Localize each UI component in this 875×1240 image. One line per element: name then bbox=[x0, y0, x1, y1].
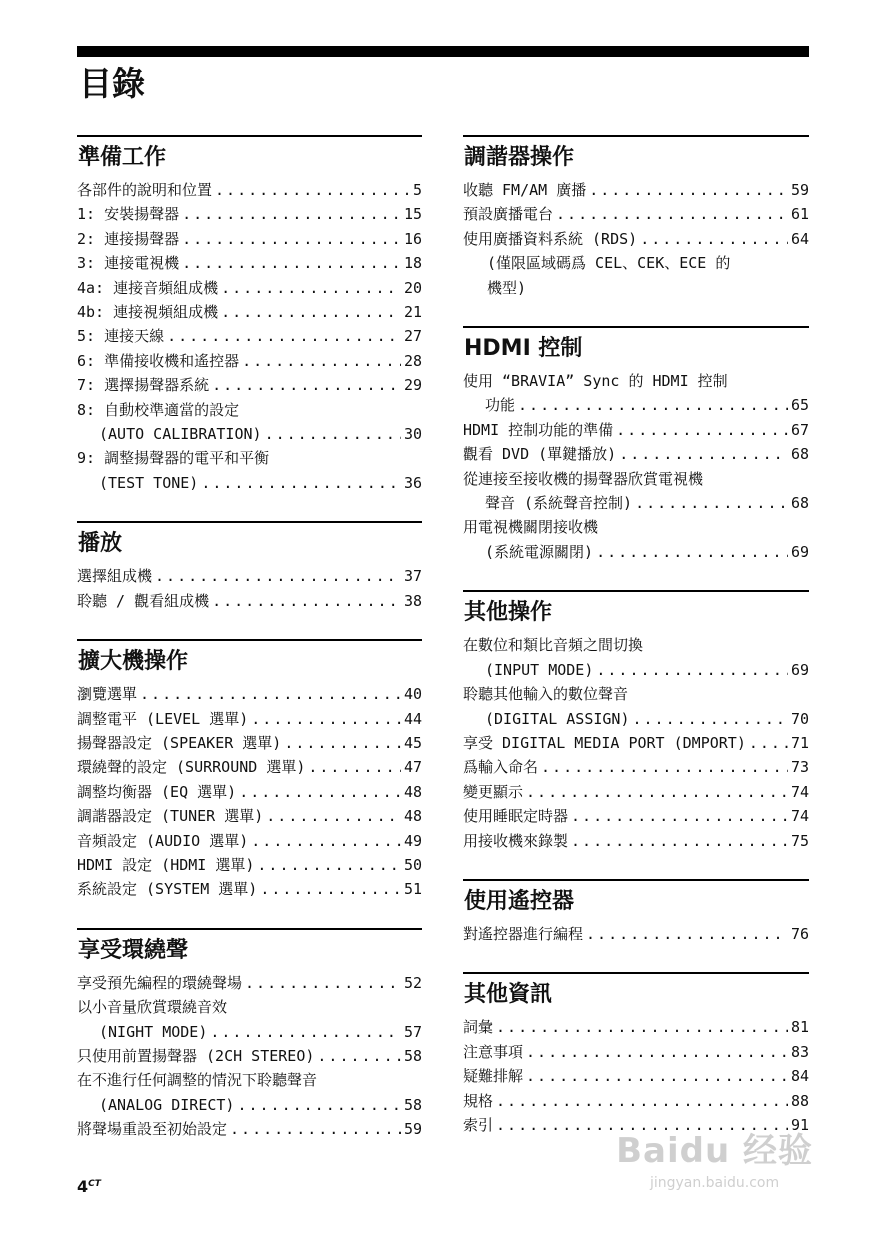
dot-leader bbox=[237, 1093, 400, 1117]
dot-leader bbox=[182, 251, 401, 275]
toc-entry[interactable] bbox=[77, 1044, 422, 1068]
entry-page-number: 81 bbox=[790, 1018, 809, 1037]
watermark bbox=[616, 1132, 813, 1192]
entry-row bbox=[463, 707, 809, 731]
dot-leader bbox=[619, 442, 788, 466]
entry-row bbox=[77, 300, 422, 324]
entry-page-number: 15 bbox=[403, 205, 422, 224]
section-heading: 擴大機操作 bbox=[78, 649, 189, 675]
toc-entry[interactable] bbox=[463, 682, 809, 731]
dot-leader bbox=[496, 1089, 788, 1113]
toc-section bbox=[463, 590, 809, 853]
toc-entry[interactable] bbox=[463, 780, 809, 804]
dot-leader bbox=[284, 731, 401, 755]
entry-title: 變更顯示 bbox=[463, 782, 524, 801]
entry-title: (AUTO CALIBRATION) bbox=[99, 425, 262, 444]
entry-title: 收聽 FM/AM 廣播 bbox=[463, 181, 587, 199]
entry-page-number: 45 bbox=[403, 733, 422, 752]
entry-page-number: 40 bbox=[403, 685, 422, 704]
entry-page-number: 21 bbox=[403, 303, 422, 322]
entry-row bbox=[77, 373, 422, 397]
toc-entry[interactable] bbox=[77, 731, 422, 755]
entry-title: 調整電平 (LEVEL 選單) bbox=[77, 709, 249, 728]
section-heading: 其他操作 bbox=[464, 600, 553, 626]
entry-row bbox=[463, 1015, 809, 1039]
entry-page-number: 69 bbox=[790, 660, 809, 679]
entry-page-number: 44 bbox=[403, 709, 422, 728]
dot-leader bbox=[221, 300, 401, 324]
entry-title: 聲音 (系統聲音控制) bbox=[485, 494, 633, 513]
toc-entry[interactable] bbox=[463, 633, 809, 682]
toc-section bbox=[463, 972, 809, 1137]
entry-row bbox=[77, 682, 422, 706]
dot-leader bbox=[210, 1020, 401, 1044]
entry-row bbox=[463, 1089, 809, 1113]
toc-entry[interactable] bbox=[77, 589, 422, 613]
toc-entry[interactable] bbox=[77, 564, 422, 588]
entry-page-number: 91 bbox=[790, 1115, 809, 1134]
entry-page-number: 49 bbox=[403, 831, 422, 850]
toc-entry[interactable] bbox=[77, 178, 422, 202]
dot-leader bbox=[586, 922, 788, 946]
entry-title: 瀏覽選單 bbox=[77, 685, 138, 704]
entry-row bbox=[77, 227, 422, 251]
entry-row bbox=[77, 829, 422, 853]
entry-title: 4b: 連接視頻組成機 bbox=[77, 303, 219, 322]
dot-leader bbox=[589, 178, 788, 202]
section-heading: 播放 bbox=[78, 531, 123, 557]
entry-row bbox=[463, 540, 809, 564]
toc-entry[interactable] bbox=[77, 276, 422, 300]
toc-entry[interactable] bbox=[463, 202, 809, 226]
entry-page-number: 16 bbox=[403, 229, 422, 248]
dot-leader bbox=[266, 804, 401, 828]
toc-entry[interactable] bbox=[77, 1068, 422, 1117]
toc-entry[interactable] bbox=[463, 1015, 809, 1039]
dot-leader bbox=[215, 178, 410, 202]
entry-row bbox=[77, 349, 422, 373]
entry-title-line: 9: 調整揚聲器的電平和平衡 bbox=[77, 449, 270, 468]
entry-page-number: 38 bbox=[403, 591, 422, 610]
toc-entry[interactable] bbox=[77, 853, 422, 877]
entry-row bbox=[463, 227, 809, 251]
dot-leader bbox=[257, 853, 401, 877]
toc-entry[interactable] bbox=[463, 755, 809, 779]
entry-row bbox=[463, 780, 809, 804]
section-heading: 享受環繞聲 bbox=[78, 937, 189, 963]
toc-entry[interactable] bbox=[463, 369, 809, 418]
entry-row bbox=[463, 491, 809, 515]
toc-section bbox=[77, 521, 422, 613]
page-number bbox=[77, 1177, 101, 1196]
toc-section bbox=[463, 879, 809, 946]
entry-page-number: 48 bbox=[403, 807, 422, 826]
dot-leader bbox=[541, 755, 788, 779]
toc-section bbox=[77, 928, 422, 1142]
entry-page-number: 57 bbox=[403, 1022, 422, 1041]
toc-entry[interactable] bbox=[77, 682, 422, 706]
entry-title: 各部件的說明和位置 bbox=[77, 181, 213, 199]
toc-entry[interactable] bbox=[77, 804, 422, 828]
entry-page-number: 74 bbox=[790, 807, 809, 826]
entry-title: 使用睡眠定時器 bbox=[463, 807, 569, 826]
dot-leader bbox=[167, 324, 401, 348]
entry-page-number: 76 bbox=[790, 924, 809, 943]
dot-leader bbox=[239, 780, 401, 804]
entry-row bbox=[77, 1117, 422, 1141]
entry-title: 系統設定 (SYSTEM 選單) bbox=[77, 880, 258, 899]
entry-title-line: 從連接至接收機的揚聲器欣賞電視機 bbox=[463, 469, 704, 488]
toc-entry[interactable] bbox=[77, 707, 422, 731]
section-heading: 準備工作 bbox=[78, 145, 167, 170]
entry-title: (INPUT MODE) bbox=[485, 660, 594, 679]
toc-entry[interactable] bbox=[463, 829, 809, 853]
toc-entry[interactable] bbox=[463, 922, 809, 946]
entry-title-line: 用電視機關閉接收機 bbox=[463, 518, 599, 537]
entry-row bbox=[77, 276, 422, 300]
dot-leader bbox=[242, 349, 401, 373]
entry-page-number: 69 bbox=[790, 542, 809, 561]
dot-leader bbox=[596, 540, 788, 564]
toc-entry[interactable] bbox=[77, 971, 422, 995]
watermark-logo: Baidu 经验 bbox=[616, 1131, 813, 1171]
entry-page-number: 59 bbox=[790, 181, 809, 199]
dot-leader bbox=[596, 658, 788, 682]
toc-entry[interactable] bbox=[77, 995, 422, 1044]
entry-page-number: 28 bbox=[403, 351, 422, 370]
toc-entry[interactable] bbox=[77, 446, 422, 495]
toc-entry[interactable] bbox=[77, 829, 422, 853]
entry-row bbox=[463, 442, 809, 466]
dot-leader bbox=[230, 1117, 401, 1141]
entry-page-number: 70 bbox=[790, 709, 809, 728]
entry-page-number: 36 bbox=[403, 473, 422, 492]
entry-page-number: 47 bbox=[403, 758, 422, 777]
entry-title: 享受預先編程的環繞聲場 bbox=[77, 973, 243, 992]
page-number-suffix: CT bbox=[88, 1179, 101, 1189]
entry-title-line: 8: 自動校準適當的設定 bbox=[77, 400, 240, 419]
toc-entry[interactable] bbox=[463, 1064, 809, 1088]
entry-title-line: 聆聽其他輸入的數位聲音 bbox=[463, 685, 629, 704]
entry-row bbox=[77, 731, 422, 755]
entry-row bbox=[463, 393, 809, 417]
entry-title: (系統電源關閉) bbox=[485, 542, 594, 561]
toc-entry[interactable] bbox=[77, 1117, 422, 1141]
toc-entry[interactable] bbox=[77, 300, 422, 324]
toc-entry[interactable] bbox=[77, 877, 422, 901]
entry-title-line: 在不進行任何調整的情況下聆聽聲音 bbox=[77, 1071, 318, 1090]
dot-leader bbox=[155, 564, 401, 588]
toc-entry[interactable] bbox=[77, 349, 422, 373]
entry-title: 功能 bbox=[485, 396, 516, 415]
dot-leader bbox=[571, 829, 788, 853]
toc-section bbox=[463, 326, 809, 564]
entry-title: 4a: 連接音頻組成機 bbox=[77, 278, 219, 297]
entry-row bbox=[463, 829, 809, 853]
toc-entry[interactable] bbox=[463, 442, 809, 466]
entry-row bbox=[77, 804, 422, 828]
toc-entry[interactable] bbox=[77, 780, 422, 804]
entry-title: 揚聲器設定 (SPEAKER 選單) bbox=[77, 733, 282, 752]
section-heading: 調諧器操作 bbox=[464, 145, 575, 170]
entry-page-number: 68 bbox=[790, 445, 809, 464]
dot-leader bbox=[526, 1064, 788, 1088]
entry-row bbox=[77, 251, 422, 275]
dot-leader bbox=[633, 707, 788, 731]
entry-title: 對遙控器進行編程 bbox=[463, 924, 584, 943]
toc-entry[interactable] bbox=[463, 804, 809, 828]
toc-left-column bbox=[77, 135, 422, 1168]
entry-row bbox=[77, 853, 422, 877]
entry-title: 將聲場重設至初始設定 bbox=[77, 1120, 228, 1139]
entry-row bbox=[77, 422, 422, 446]
entry-note: 機型) bbox=[487, 278, 527, 297]
toc-entry[interactable] bbox=[463, 418, 809, 442]
entry-row bbox=[77, 324, 422, 348]
dot-leader bbox=[571, 804, 788, 828]
entry-page-number: 83 bbox=[790, 1042, 809, 1061]
entry-page-number: 68 bbox=[790, 494, 809, 513]
dot-leader bbox=[317, 1044, 401, 1068]
entry-row bbox=[77, 178, 422, 202]
entry-title: (ANALOG DIRECT) bbox=[99, 1095, 235, 1114]
header-rule bbox=[77, 46, 809, 57]
entry-title: 聆聽 / 觀看組成機 bbox=[77, 591, 210, 610]
entry-page-number: 64 bbox=[790, 229, 809, 248]
entry-page-number: 29 bbox=[403, 376, 422, 395]
entry-page-number: 50 bbox=[403, 855, 422, 874]
entry-title: 索引 bbox=[463, 1115, 494, 1134]
section-heading: HDMI 控制 bbox=[464, 336, 583, 362]
entry-row bbox=[463, 922, 809, 946]
dot-leader bbox=[749, 731, 788, 755]
toc-section bbox=[77, 135, 422, 495]
toc-entry[interactable] bbox=[77, 398, 422, 447]
toc-entry[interactable] bbox=[463, 515, 809, 564]
entry-row bbox=[463, 202, 809, 226]
entry-title: 3: 連接電視機 bbox=[77, 254, 180, 273]
toc-entry[interactable] bbox=[463, 178, 809, 202]
entry-row bbox=[77, 755, 422, 779]
entry-title: 享受 DIGITAL MEDIA PORT (DMPORT) bbox=[463, 733, 746, 752]
entry-page-number: 65 bbox=[790, 396, 809, 415]
entry-row bbox=[77, 780, 422, 804]
dot-leader bbox=[182, 227, 401, 251]
toc-entry[interactable] bbox=[77, 324, 422, 348]
entry-page-number: 52 bbox=[403, 973, 422, 992]
entry-title-line: 以小音量欣賞環繞音效 bbox=[77, 998, 228, 1017]
dot-leader bbox=[308, 755, 401, 779]
entry-page-number: 75 bbox=[790, 831, 809, 850]
toc-entry[interactable] bbox=[77, 227, 422, 251]
toc-entry[interactable] bbox=[77, 373, 422, 397]
entry-page-number: 88 bbox=[790, 1091, 809, 1110]
entry-title: 疑難排解 bbox=[463, 1067, 524, 1086]
entry-title: 詞彙 bbox=[463, 1018, 494, 1037]
entry-row bbox=[77, 202, 422, 226]
entry-page-number: 84 bbox=[790, 1067, 809, 1086]
dot-leader bbox=[616, 418, 788, 442]
entry-page-number: 61 bbox=[790, 205, 809, 224]
entry-row bbox=[77, 1020, 422, 1044]
toc-entry[interactable] bbox=[463, 731, 809, 755]
dot-leader bbox=[265, 422, 401, 446]
entry-title: 使用廣播資料系統 (RDS) bbox=[463, 229, 638, 248]
dot-leader bbox=[640, 227, 788, 251]
toc-entry[interactable] bbox=[463, 1040, 809, 1064]
entry-title: 注意事項 bbox=[463, 1042, 524, 1061]
entry-note: (僅限區域碼爲 CEL、CEK、ECE 的 bbox=[487, 254, 731, 273]
entry-row bbox=[77, 877, 422, 901]
entry-title: (DIGITAL ASSIGN) bbox=[485, 709, 630, 728]
entry-title-line: 在數位和類比音頻之間切換 bbox=[463, 636, 644, 655]
entry-row bbox=[463, 178, 809, 202]
entry-title: 規格 bbox=[463, 1091, 494, 1110]
entry-title: 只使用前置揚聲器 (2CH STEREO) bbox=[77, 1046, 315, 1065]
entry-title: 6: 準備接收機和遙控器 bbox=[77, 351, 240, 370]
toc-right-column bbox=[463, 135, 809, 1163]
entry-title: 7: 選擇揚聲器系統 bbox=[77, 376, 210, 395]
entry-row bbox=[77, 471, 422, 495]
entry-title: 音頻設定 (AUDIO 選單) bbox=[77, 831, 249, 850]
page-number-value: 4 bbox=[77, 1177, 89, 1196]
section-heading: 其他資訊 bbox=[464, 982, 553, 1008]
entry-page-number: 48 bbox=[403, 782, 422, 801]
toc-section bbox=[77, 639, 422, 902]
entry-page-number: 67 bbox=[790, 420, 809, 439]
dot-leader bbox=[251, 829, 401, 853]
entry-page-number: 51 bbox=[403, 880, 422, 899]
entry-row bbox=[463, 1064, 809, 1088]
entry-page-number: 58 bbox=[403, 1046, 422, 1065]
dot-leader bbox=[212, 373, 401, 397]
entry-title: 調諧器設定 (TUNER 選單) bbox=[77, 807, 264, 826]
entry-row bbox=[77, 589, 422, 613]
entry-page-number: 59 bbox=[403, 1120, 422, 1139]
toc-entry[interactable] bbox=[77, 202, 422, 226]
entry-title: 1: 安裝揚聲器 bbox=[77, 205, 180, 224]
dot-leader bbox=[140, 682, 401, 706]
entry-title: 5: 連接天線 bbox=[77, 327, 165, 346]
entry-title: (TEST TONE) bbox=[99, 473, 199, 492]
entry-row bbox=[77, 1093, 422, 1117]
entry-row bbox=[77, 971, 422, 995]
entry-title: (NIGHT MODE) bbox=[99, 1022, 208, 1041]
dot-leader bbox=[245, 971, 401, 995]
dot-leader bbox=[526, 1040, 788, 1064]
entry-row bbox=[463, 658, 809, 682]
entry-title: HDMI 控制功能的準備 bbox=[463, 420, 614, 439]
dot-leader bbox=[251, 707, 401, 731]
entry-row bbox=[463, 731, 809, 755]
entry-page-number: 37 bbox=[403, 567, 422, 586]
dot-leader bbox=[635, 491, 788, 515]
entry-page-number: 73 bbox=[790, 758, 809, 777]
entry-title: 調整均衡器 (EQ 選單) bbox=[77, 782, 237, 801]
entry-row bbox=[77, 564, 422, 588]
dot-leader bbox=[212, 589, 401, 613]
entry-row bbox=[463, 755, 809, 779]
section-heading: 使用遙控器 bbox=[464, 888, 575, 914]
entry-page-number: 30 bbox=[403, 425, 422, 444]
page-title: 目錄 bbox=[79, 64, 145, 103]
entry-title: 2: 連接揚聲器 bbox=[77, 229, 180, 248]
entry-title: 選擇組成機 bbox=[77, 567, 153, 586]
dot-leader bbox=[526, 780, 788, 804]
entry-row bbox=[77, 1044, 422, 1068]
entry-title: 用接收機來錄製 bbox=[463, 831, 569, 850]
entry-title: HDMI 設定 (HDMI 選單) bbox=[77, 855, 255, 874]
dot-leader bbox=[518, 393, 788, 417]
entry-row bbox=[463, 1040, 809, 1064]
entry-page-number: 71 bbox=[790, 733, 809, 752]
toc-entry[interactable] bbox=[77, 251, 422, 275]
entry-title: 預設廣播電台 bbox=[463, 205, 554, 224]
dot-leader bbox=[221, 276, 401, 300]
dot-leader bbox=[182, 202, 401, 226]
entry-page-number: 20 bbox=[403, 278, 422, 297]
entry-title: 環繞聲的設定 (SURROUND 選單) bbox=[77, 758, 306, 777]
entry-row bbox=[463, 804, 809, 828]
dot-leader bbox=[496, 1015, 788, 1039]
dot-leader bbox=[201, 471, 401, 495]
toc-entry[interactable] bbox=[77, 755, 422, 779]
toc-section bbox=[463, 135, 809, 300]
entry-page-number: 18 bbox=[403, 254, 422, 273]
entry-page-number: 5 bbox=[412, 181, 422, 199]
dot-leader bbox=[260, 877, 401, 901]
entry-title: 爲輸入命名 bbox=[463, 758, 539, 777]
entry-title-line: 使用 “BRAVIA” Sync 的 HDMI 控制 bbox=[463, 372, 728, 391]
entry-title: 觀看 DVD (單鍵播放) bbox=[463, 445, 617, 464]
entry-page-number: 74 bbox=[790, 782, 809, 801]
entry-row bbox=[77, 707, 422, 731]
watermark-url: jingyan.baidu.com bbox=[649, 1175, 780, 1191]
entry-row bbox=[463, 418, 809, 442]
toc-entry[interactable] bbox=[463, 227, 809, 300]
dot-leader bbox=[556, 202, 788, 226]
entry-page-number: 58 bbox=[403, 1095, 422, 1114]
toc-entry[interactable] bbox=[463, 1089, 809, 1113]
entry-page-number: 27 bbox=[403, 327, 422, 346]
toc-entry[interactable] bbox=[463, 467, 809, 516]
